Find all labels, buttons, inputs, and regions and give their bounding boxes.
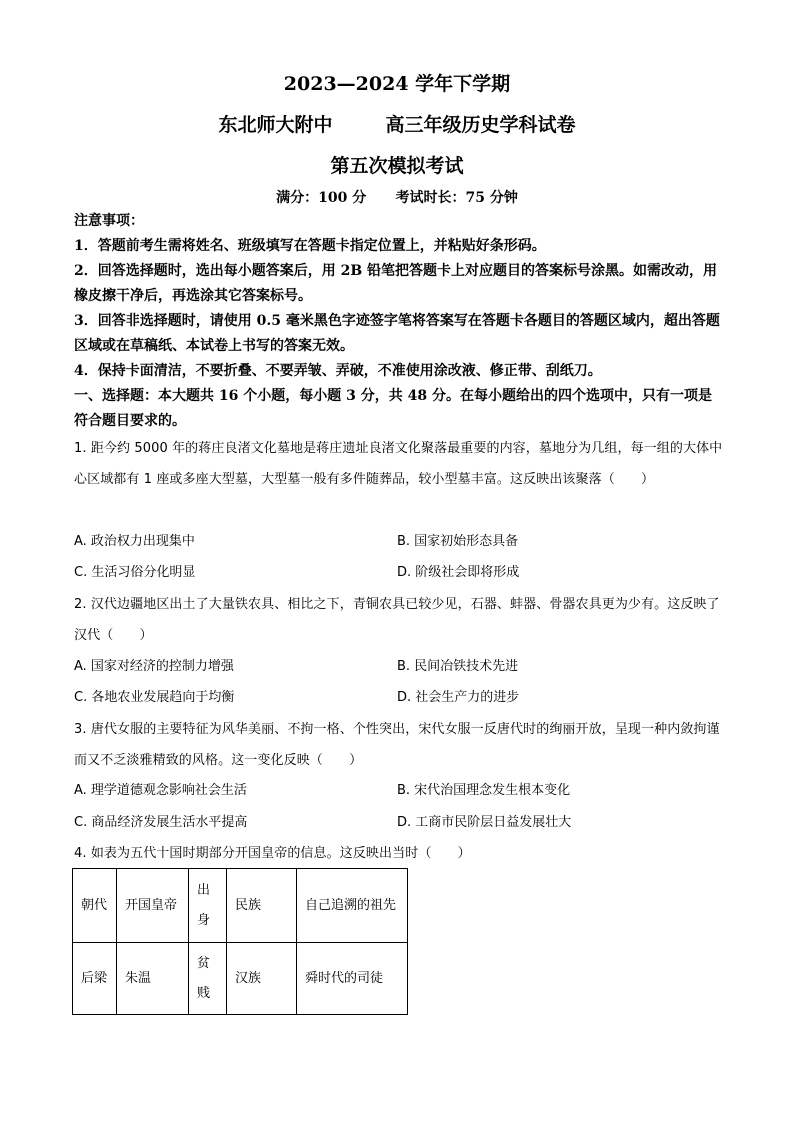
table-cell: 舜时代的司徒 xyxy=(297,943,408,1015)
question-3-option-b: B. 宋代治国理念发生根本变化 xyxy=(397,783,571,798)
table-row xyxy=(73,943,408,1015)
question-1-option-b: B. 国家初始形态具备 xyxy=(397,534,519,549)
question-3-stem: 3. 唐代女服的主要特征为风华美丽、不拘一格、个性突出，宋代女服一反唐代时的绚丽开放，呈现一种内敛拘谨而又不乏淡雅精致的风格。这一变化反映（ ） xyxy=(74,722,720,768)
score-time-line: 满分：100 分 考试时长：75 分钟 xyxy=(276,190,518,206)
table-cell: 汉族 xyxy=(227,943,297,1015)
table-cell: 贫贱 xyxy=(189,943,227,1015)
question-1-option-c: C. 生活习俗分化明显 xyxy=(74,565,196,580)
notice-item-3: 3．回答非选择题时，请使用 0.5 毫米黑色字迹签字笔将答案写在答题卡各题目的答题区域内，超出答题区域或在草稿纸、本试卷上书写的答案无效。 xyxy=(74,313,720,354)
table-header-cell: 民族 xyxy=(227,869,297,943)
section-heading: 一、选择题：本大题共 16 个小题，每小题 3 分，共 48 分。在每小题给出的四个选项中，只有一项是符合题目要求的。 xyxy=(74,388,712,429)
notice-item-4: 4．保持卡面清洁，不要折叠、不要弄皱、弄破，不准使用涂改液、修正带、刮纸刀。 xyxy=(74,363,602,379)
notice-section xyxy=(74,209,724,434)
question-2-stem: 2. 汉代边疆地区出土了大量铁农具、相比之下，青铜农具已较少见，石器、蚌器、骨器农具更为少有。这反映了汉代（ ） xyxy=(74,597,720,643)
question-3-option-c: C. 商品经济发展生活水平提高 xyxy=(74,815,248,830)
exam-school-title: 东北师大附中 高三年级历史学科试卷 xyxy=(218,114,576,136)
table-header-cell: 出身 xyxy=(189,869,227,943)
question-2-option-b: B. 民间冶铁技术先进 xyxy=(397,659,519,674)
exam-term-title: 2023—2024 学年下学期 xyxy=(283,73,511,95)
table-header-row xyxy=(73,869,408,943)
emperor-info-table xyxy=(72,868,408,1015)
table-header-cell: 朝代 xyxy=(73,869,117,943)
table-header-cell: 开国皇帝 xyxy=(117,869,189,943)
notice-item-2: 2．回答选择题时，选出每小题答案后，用 2B 铅笔把答题卡上对应题目的答案标号涂黑。如需改动，用橡皮擦干净后，再选涂其它答案标号。 xyxy=(74,263,718,304)
question-3-option-d: D. 工商市民阶层日益发展壮大 xyxy=(397,815,572,830)
question-2-option-d: D. 社会生产力的进步 xyxy=(397,690,520,705)
question-2-option-a: A. 国家对经济的控制力增强 xyxy=(74,659,234,674)
question-3-option-a: A. 理学道德观念影响社会生活 xyxy=(74,783,247,798)
table-cell: 后梁 xyxy=(73,943,117,1015)
question-1-option-a: A. 政治权力出现集中 xyxy=(74,534,195,549)
exam-round-title: 第五次模拟考试 xyxy=(330,155,464,177)
table-cell: 朱温 xyxy=(117,943,189,1015)
question-1-option-d: D. 阶级社会即将形成 xyxy=(397,565,520,580)
notice-heading: 注意事项： xyxy=(74,213,144,229)
notice-item-1: 1．答题前考生需将姓名、班级填写在答题卡指定位置上，并粘贴好条形码。 xyxy=(74,238,546,254)
question-4-stem: 4. 如表为五代十国时期部分开国皇帝的信息。这反映出当时（ ） xyxy=(74,846,471,861)
question-2-option-c: C. 各地农业发展趋向于均衡 xyxy=(74,690,235,705)
table-header-cell: 自己追溯的祖先 xyxy=(297,869,408,943)
question-1-stem: 1. 距今约 5000 年的蒋庄良渚文化墓地是蒋庄遗址良渚文化聚落最重要的内容，墓地分为几组，每一组的大体中心区域都有 1 座或多座大型墓，大型墓一般有多件随葬品，较小型墓丰富。这反映出该聚落（ ） xyxy=(74,441,723,487)
